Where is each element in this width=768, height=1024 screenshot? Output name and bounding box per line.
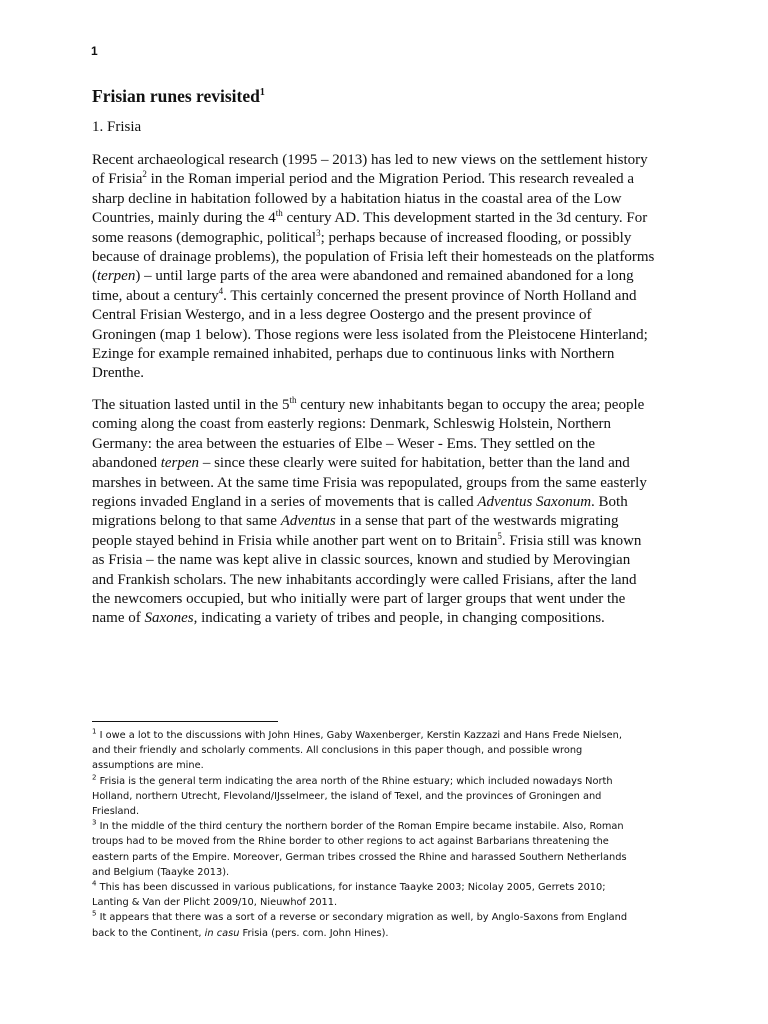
footnote-ref: 4 (218, 285, 224, 296)
section-heading: 1. Frisia (92, 119, 142, 135)
text-run: Ezinge for example remained inhabited, perhaps due to continuous links with Northern (92, 346, 615, 363)
footnote-ref: 3 (316, 227, 321, 238)
footnote-separator (92, 721, 278, 722)
text-line (92, 551, 688, 570)
footnote-ref: 5 (497, 530, 502, 541)
footnote-5 (92, 910, 692, 940)
footnote-line: eastern parts of the Empire. Moreover, German tribes crossed the Rhine and harassed Southern Netherlands (92, 851, 627, 863)
text-run: The situation lasted until in the 5 (92, 397, 290, 413)
title-text: Frisian runes revisited (92, 86, 260, 106)
italic-term: terpen (160, 455, 200, 472)
text-line (92, 415, 688, 434)
footnote-2 (92, 774, 692, 820)
text-line (92, 345, 688, 364)
text-run: sharp decline in habitation followed by a habitation hiatus in the coastal area of the Low (92, 190, 622, 207)
text-line (92, 532, 688, 551)
text-run: as Frisia – the name was kept alive in classic sources, known and studied by Merovingian (92, 552, 631, 569)
footnote-line (92, 774, 692, 789)
text-run: . Both (591, 494, 628, 511)
text-line (92, 209, 688, 228)
footnote-line: and Belgium (Taayke 2013). (92, 866, 230, 878)
text-run: century new inhabitants began to occupy the area; people (296, 397, 645, 413)
text-line (92, 190, 688, 209)
text-run: some reasons (demographic, political (92, 229, 317, 246)
footnote-number: 3 (92, 818, 97, 827)
text-run: back to the Continent, (92, 927, 205, 939)
footnote-line (92, 819, 692, 834)
text-line (92, 454, 688, 473)
text-run: ) – until large parts of the area were abandoned and remained abandoned for a long (135, 268, 634, 285)
text-run: coming along the coast from easterly regions: Denmark, Schleswig Holstein, Northern (92, 416, 612, 433)
text-run: Central Frisian Westergo, and in a less degree Oostergo and the present province of (92, 307, 592, 324)
italic-term: Saxones (144, 610, 194, 627)
text-line (92, 512, 688, 531)
text-run: Groningen (map 1 below). Those regions were less isolated from the Pleistocene Hinterland; (92, 326, 648, 343)
document-title (92, 86, 265, 107)
footnote-3 (92, 819, 692, 880)
footnote-number: 2 (92, 773, 97, 782)
text-run: In the middle of the third century the northern border of the Roman Empire became instabile. Also, Roman (96, 821, 624, 833)
footnote-number: 1 (92, 727, 97, 736)
footnote-line: assumptions are mine. (92, 760, 204, 772)
footnote-line: and their friendly and scholarly comments. All conclusions in this paper though, and possible wrong (92, 745, 583, 757)
text-run: . This certainly concerned the present province of North Holland and (223, 287, 637, 304)
footnote-number: 4 (92, 879, 97, 888)
text-run: in a sense that part of the westwards migrating (335, 513, 619, 530)
ordinal-suffix: th (289, 395, 297, 405)
text-line (92, 306, 688, 325)
text-run: time, about a century (92, 287, 219, 304)
text-line (92, 287, 688, 306)
footnote-line: Friesland. (92, 806, 140, 818)
text-run: ; perhaps because of increased flooding, or possibly (320, 229, 632, 246)
footnote-line (92, 880, 692, 895)
footnote-line (92, 926, 692, 941)
text-run: in the Roman imperial period and the Migration Period. This research revealed a (146, 171, 634, 188)
text-run: I owe a lot to the discussions with John Hines, Gaby Waxenberger, Kerstin Kazzazi and Hans Frede Nielsen, (96, 730, 622, 741)
text-run: regions invaded England in a series of movements that is called (92, 494, 478, 511)
text-line (92, 229, 688, 248)
footnote-line: Lanting & Van der Plicht 2009/10, Nieuwhof 2011. (92, 897, 338, 909)
text-run: Frisia is the general term indicating the area north of the Rhine estuary; which included nowadays North (96, 775, 613, 787)
italic-term: Adventus (280, 513, 336, 530)
text-line (92, 571, 688, 590)
italic-term: in casu (204, 927, 240, 939)
text-run: name of (92, 610, 145, 627)
text-run: Frisia (pers. com. John Hines). (239, 927, 389, 939)
footnote-line (92, 910, 692, 925)
text-line (92, 609, 688, 628)
footnote-line: Holland, northern Utrecht, Flevoland/IJsselmeer, the island of Texel, and the provinces of Groningen and (92, 790, 602, 802)
text-line (92, 493, 688, 512)
text-line (92, 590, 688, 609)
text-run: marshes in between. At the same time Frisia was repopulated, groups from the same easterly (92, 474, 647, 491)
footnote-ref: 1 (259, 87, 265, 99)
text-run: and Frankish scholars. The new inhabitants accordingly were called Frisians, after the land (92, 571, 637, 588)
text-line (92, 151, 688, 170)
text-run: the newcomers occupied, but who initially were part of larger groups that went under the (92, 591, 626, 608)
text-run: abandoned (92, 455, 161, 472)
italic-term: terpen (97, 268, 136, 285)
footnote-4 (92, 880, 692, 910)
text-line (92, 364, 688, 383)
text-run: people stayed behind in Frisia while another part went on to Britain (92, 532, 498, 549)
page-number: 1 (91, 44, 98, 58)
text-run: Recent archaeological research (1995 – 2013) has led to new views on the settlement history (92, 152, 648, 168)
text-line (92, 474, 688, 493)
text-run: migrations belong to that same (92, 513, 281, 530)
italic-term: Adventus Saxonum (477, 494, 592, 511)
text-run: Drenthe. (92, 365, 145, 382)
footnotes (92, 728, 692, 941)
ordinal-suffix: th (275, 208, 283, 219)
text-run: It appears that there was a sort of a reverse or secondary migration as well, by Anglo-Saxons from England (96, 912, 628, 924)
text-line (92, 435, 688, 454)
text-line (92, 396, 688, 415)
text-run: – since these clearly were suited for habitation, better than the land and (199, 455, 630, 472)
text-run: because of drainage problems), the population of Frisia left their homesteads on the platforms (92, 249, 655, 266)
text-run: ( (92, 268, 97, 285)
footnote-line (92, 728, 692, 743)
text-run: , indicating a variety of tribes and people, in changing compositions. (193, 610, 605, 627)
text-run: Countries, mainly during the 4 (92, 210, 276, 227)
text-run: . Frisia still was known (501, 532, 642, 549)
text-line (92, 326, 688, 345)
text-line (92, 248, 688, 267)
text-line (92, 267, 688, 286)
footnote-1 (92, 728, 692, 774)
footnote-line: troups had to be moved from the Rhine border to other regions to act against Barbarians threatening the (92, 836, 609, 848)
footnote-ref: 2 (142, 169, 147, 180)
body-paragraph-2 (92, 396, 688, 629)
text-run: Germany: the area between the estuaries of Elbe – Weser - Ems. They settled on the (92, 435, 596, 452)
body-paragraph-1 (92, 151, 688, 384)
text-run: century AD. This development started in the 3d century. For (282, 210, 648, 227)
text-run: This has been discussed in various publications, for instance Taayke 2003; Nicolay 2005, Gerrets 2010; (96, 882, 606, 894)
footnote-number: 5 (92, 910, 97, 919)
text-line (92, 170, 688, 189)
text-run: of Frisia (92, 171, 143, 188)
